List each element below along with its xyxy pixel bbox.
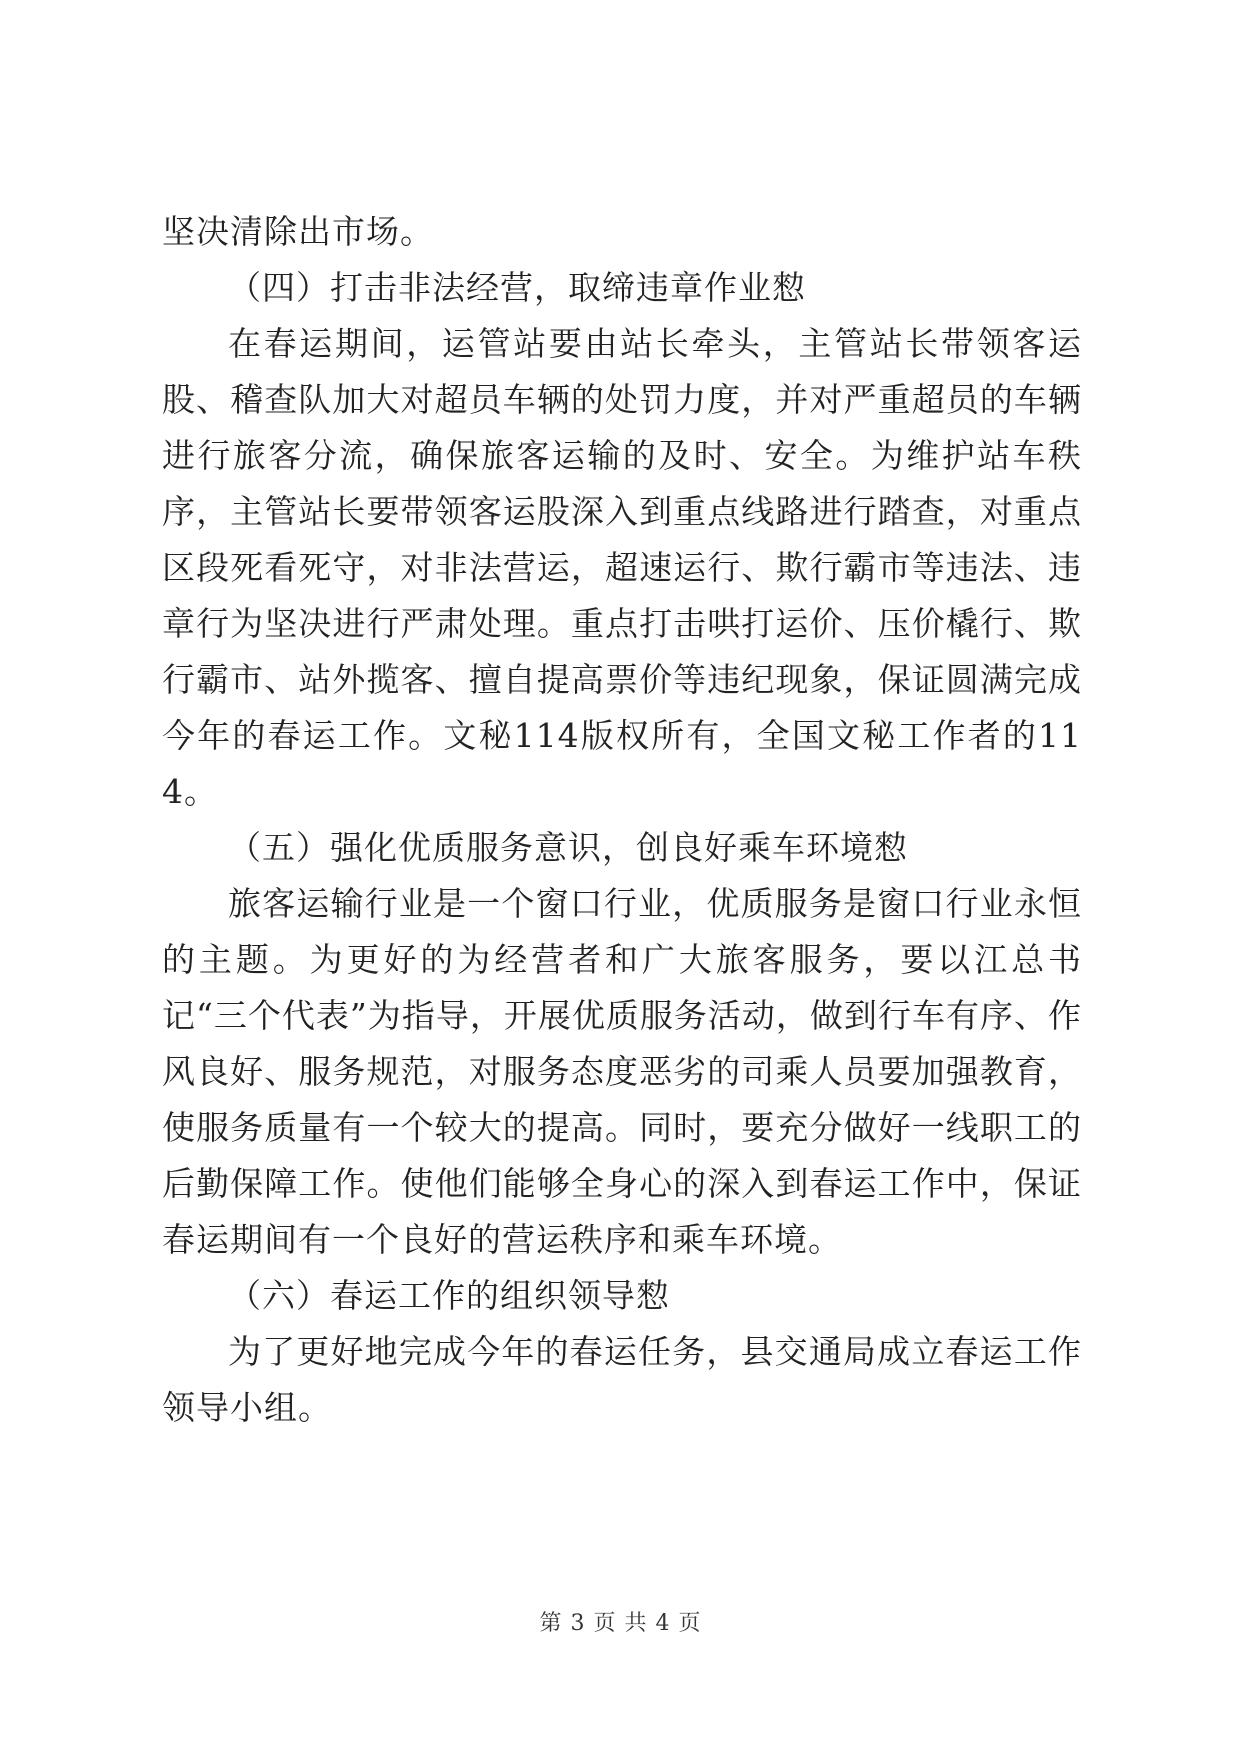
paragraph-continuation: 坚决清除出市场。 — [162, 212, 434, 251]
section-heading-5: （五）强化优质服务意识，创良好乘车环境愸 — [228, 828, 908, 867]
page-number-footer: 第 3 页 共 4 页 — [539, 1611, 702, 1636]
paragraph-body: 为了更好地完成今年的春运任务，县交通局成立春运工作领导小组。 — [162, 1332, 1082, 1427]
document-body — [162, 204, 1082, 1436]
section-heading-6: （六）春运工作的组织领导愸 — [228, 1276, 670, 1315]
section-heading-4: （四）打击非法经营，取缔违章作业愸 — [228, 268, 806, 307]
paragraph-body: 旅客运输行业是一个窗口行业，优质服务是窗口行业永恒的主题。为更好的为经营者和广大旅客服务，要以江总书记“三个代表”为指导，开展优质服务活动，做到行车有序、作风良好、服务规范，对服务态度恶劣的司乘人员要加强教育，使服务质量有一个较大的提高。同时，要充分做好一线职工的后勤保障工作。使他们能够全身心的深入到春运工作中，保证春运期间有一个良好的营运秩序和乘车环境。 — [162, 884, 1082, 1259]
paragraph-body: 在春运期间，运管站要由站长牵头，主管站长带领客运股、稽查队加大对超员车辆的处罚力度，并对严重超员的车辆进行旅客分流，确保旅客运输的及时、安全。为维护站车秩序，主管站长要带领客运股深入到重点线路进行踏查，对重点区段死看死守，对非法营运，超速运行、欺行霸市等违法、违章行为坚决进行严肃处理。重点打击哄打运价、压价橇行、欺行霸市、站外揽客、擅自提高票价等违纪现象，保证圆满完成今年的春运工作。文秘114版权所有，全国文秘工作者的114。 — [162, 324, 1082, 811]
